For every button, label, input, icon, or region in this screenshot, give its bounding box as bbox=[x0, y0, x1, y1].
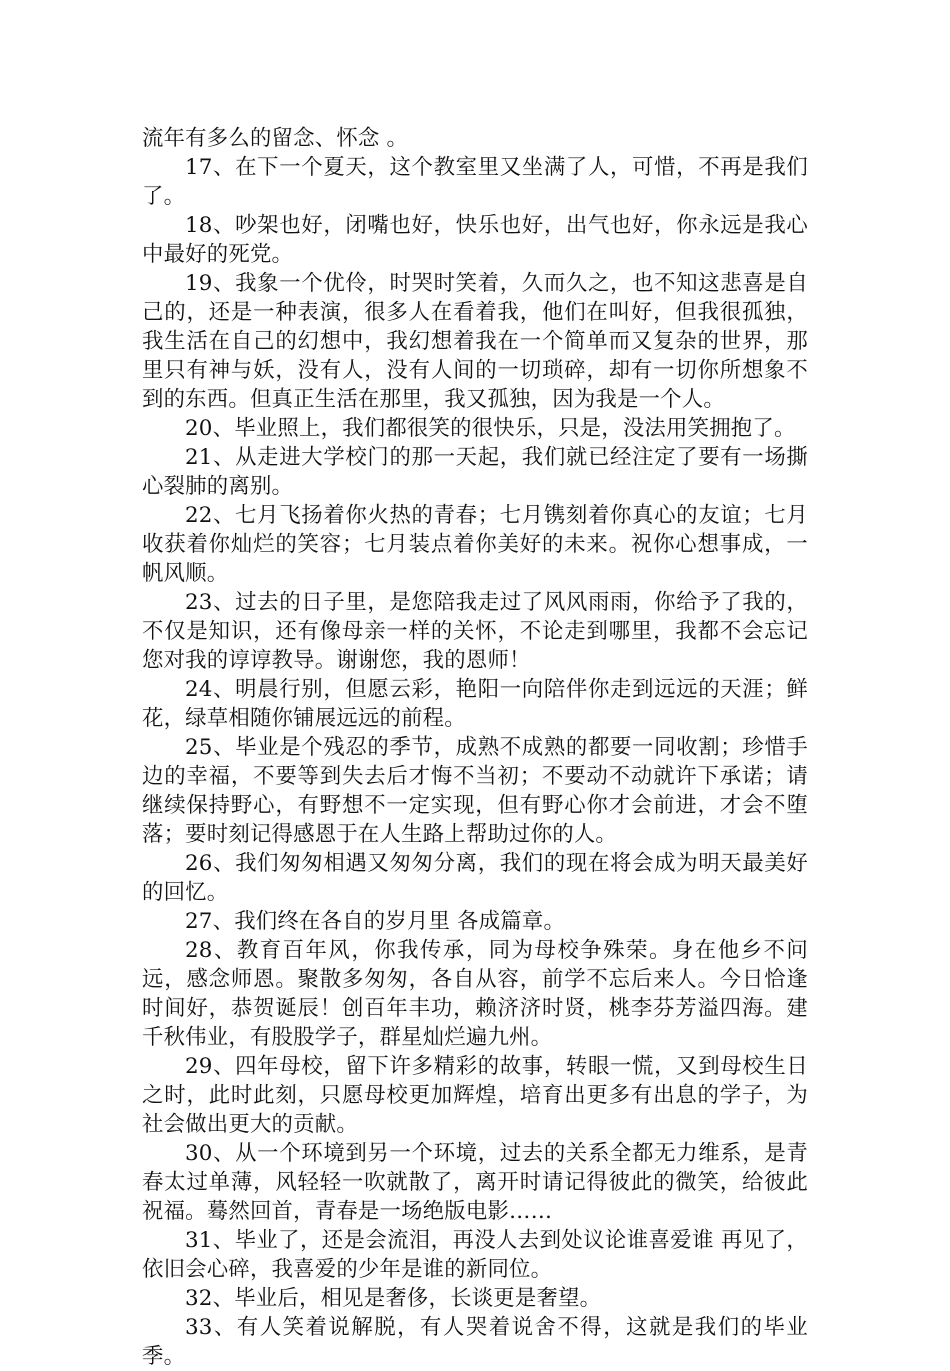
document-body bbox=[142, 124, 808, 1371]
paragraph-32: 32、毕业后，相见是奢侈，长谈更是奢望。 bbox=[185, 1286, 602, 1311]
paragraph-23: 23、过去的日子里，是您陪我走过了风风雨雨，你给予了我的，不仅是知识，还有像母亲一样的关怀，不论走到哪里，我都不会忘记您对我的谆谆教导。谢谢您，我的恩师！ bbox=[142, 590, 808, 673]
paragraph-30: 30、从一个环境到另一个环境，过去的关系全都无力维系，是青春太过单薄，风轻轻一吹就散了，离开时请记得彼此的微笑，给彼此祝福。蓦然回首，青春是一场绝版电影…… bbox=[142, 1141, 808, 1224]
paragraph-31: 31、毕业了，还是会流泪，再没人去到处议论谁喜爱谁 再见了，依旧会心碎，我喜爱的少年是谁的新同位。 bbox=[142, 1228, 808, 1282]
paragraph-18: 18、吵架也好，闭嘴也好，快乐也好，出气也好，你永远是我心中最好的死党。 bbox=[142, 213, 808, 267]
paragraph-24: 24、明晨行别，但愿云彩，艳阳一向陪伴你走到远远的天涯；鲜花，绿草相随你铺展远远的前程。 bbox=[142, 677, 808, 731]
paragraph-continuation: 流年有多么的留念、怀念 。 bbox=[142, 126, 409, 151]
paragraph-28: 28、教育百年风，你我传承，同为母校争殊荣。身在他乡不问远，感念师恩。聚散多匆匆，各自从容，前学不忘后来人。今日恰逢时间好，恭贺诞辰！创百年丰功，赖济济时贤，桃李芬芳溢四海。建千秋伟业，有股股学子，群星灿烂遍九州。 bbox=[142, 938, 808, 1050]
paragraph-29: 29、四年母校，留下许多精彩的故事，转眼一慌，又到母校生日之时，此时此刻，只愿母校更加辉煌，培育出更多有出息的学子，为社会做出更大的贡献。 bbox=[142, 1054, 808, 1137]
paragraph-22: 22、七月飞扬着你火热的青春；七月镌刻着你真心的友谊；七月收获着你灿烂的笑容；七月装点着你美好的未来。祝你心想事成，一帆风顺。 bbox=[142, 503, 808, 586]
paragraph-33: 33、有人笑着说解脱，有人哭着说舍不得，这就是我们的毕业季。 bbox=[142, 1315, 808, 1369]
paragraph-25: 25、毕业是个残忍的季节，成熟不成熟的都要一同收割；珍惜手边的幸福，不要等到失去后才悔不当初；不要动不动就许下承诺；请继续保持野心，有野想不一定实现，但有野心你才会前进，才会不堕落；要时刻记得感恩于在人生路上帮助过你的人。 bbox=[142, 735, 808, 847]
paragraph-27: 27、我们终在各自的岁月里 各成篇章。 bbox=[185, 909, 566, 934]
paragraph-19: 19、我象一个优伶，时哭时笑着，久而久之，也不知这悲喜是自己的，还是一种表演，很多人在看着我，他们在叫好，但我很孤独，我生活在自己的幻想中，我幻想着我在一个简单而又复杂的世界，那里只有神与妖，没有人，没有人间的一切琐碎，却有一切你所想象不到的东西。但真正生活在那里，我又孤独，因为我是一个人。 bbox=[142, 271, 808, 412]
paragraph-20: 20、毕业照上，我们都很笑的很快乐，只是，没法用笑拥抱了。 bbox=[185, 416, 796, 441]
paragraph-21: 21、从走进大学校门的那一天起，我们就已经注定了要有一场撕心裂肺的离别。 bbox=[142, 445, 808, 499]
paragraph-17: 17、在下一个夏天，这个教室里又坐满了人，可惜，不再是我们了。 bbox=[142, 155, 808, 209]
paragraph-26: 26、我们匆匆相遇又匆匆分离，我们的现在将会成为明天最美好的回忆。 bbox=[142, 851, 808, 905]
